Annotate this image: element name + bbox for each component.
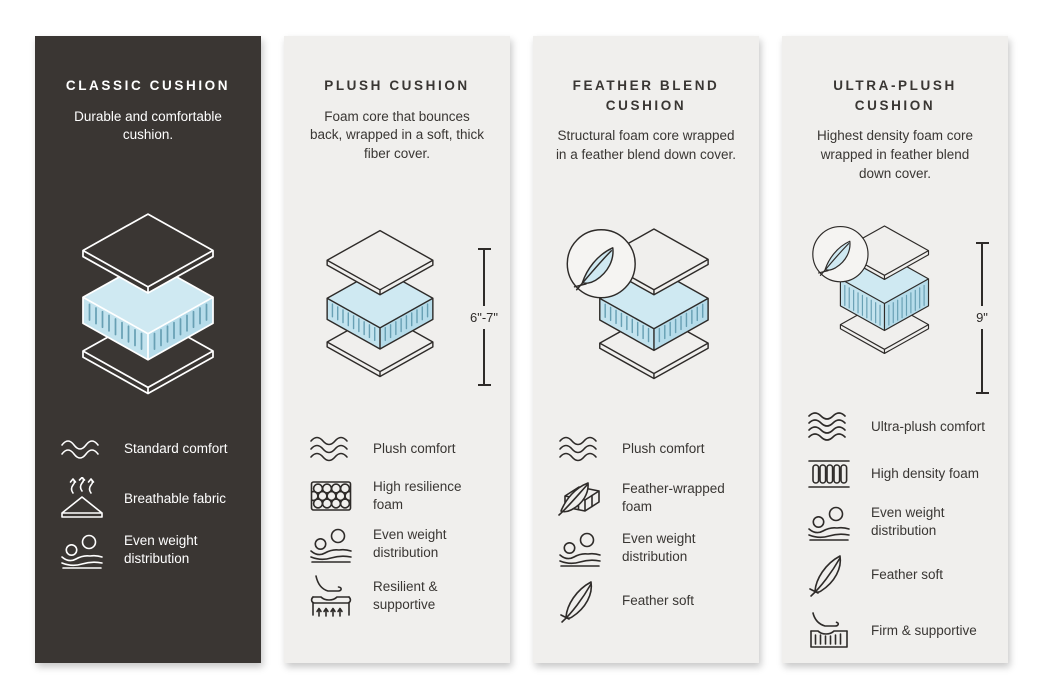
feature-label: Plush comfort (622, 441, 705, 457)
feather-soft-icon (804, 551, 854, 599)
feature-row (57, 530, 239, 570)
comfort-waves-icon (555, 434, 605, 464)
breathable-icon (57, 477, 107, 521)
feature-label: Even weight distribution (373, 527, 447, 560)
layered-cushion-feather-illustration (555, 205, 737, 399)
measure-cap (478, 384, 491, 386)
feature-label: Feather-wrapped foam (622, 481, 725, 514)
feature-label: Feather soft (871, 567, 944, 583)
panel-title: PLUSH CUSHION (324, 78, 470, 93)
measurement-label: 6"-7" (469, 309, 499, 325)
feature-list (804, 396, 986, 663)
measure-line (483, 250, 485, 306)
even-weight-icon (57, 530, 107, 570)
feature-row (555, 528, 737, 568)
feather-wrapped-foam-icon (555, 477, 605, 519)
feature-row (57, 477, 239, 521)
feather-badge-icon (567, 230, 635, 298)
layered-cushion-illustration (57, 206, 239, 399)
feature-label: Breathable fabric (124, 491, 227, 507)
height-measurement (466, 248, 502, 386)
even-weight-icon (306, 524, 356, 564)
feature-row (306, 524, 488, 564)
measure-line (483, 329, 485, 385)
panel-classic-cushion (35, 36, 261, 663)
feature-row (555, 577, 737, 625)
panel-header (306, 76, 488, 186)
measure-line (981, 329, 983, 392)
feature-label: Standard comfort (124, 441, 228, 457)
cushion-illustration (804, 184, 986, 396)
panel-title: ULTRA-PLUSH CUSHION (833, 78, 957, 113)
panel-header (57, 76, 239, 186)
feather-badge-icon (813, 226, 868, 281)
resilience-foam-icon (306, 478, 356, 514)
feature-row (306, 573, 488, 619)
density-foam-icon (804, 456, 854, 492)
even-weight-icon (555, 528, 605, 568)
comfort-waves-icon (306, 434, 356, 464)
panel-header (804, 76, 986, 184)
feature-label: Firm & supportive (871, 623, 977, 639)
feature-row (555, 477, 737, 519)
feature-label: Even weight distribution (622, 531, 696, 564)
feature-row (306, 477, 488, 515)
firm-supportive-icon (804, 608, 854, 654)
panel-title: FEATHER BLEND CUSHION (572, 78, 720, 113)
even-weight-icon (804, 502, 854, 542)
layered-cushion-feather-illustration (804, 190, 952, 390)
feature-row (57, 430, 239, 468)
layered-cushion-illustration (306, 206, 454, 399)
feature-label: High resilience foam (373, 479, 462, 512)
feature-row (804, 502, 986, 542)
measure-line (981, 244, 983, 307)
panel-description: Structural foam core wrapped in a feather blend down cover. (555, 128, 737, 163)
resilient-supportive-icon (306, 573, 356, 619)
panel-plush-cushion (284, 36, 510, 663)
feature-row (804, 455, 986, 493)
feature-list (555, 418, 737, 634)
panel-description: Durable and comfortable cushion. (74, 108, 222, 143)
feature-label: High density foam (871, 466, 980, 482)
feature-row (306, 430, 488, 468)
height-measurement (964, 242, 1000, 394)
feature-label: Resilient & supportive (373, 579, 438, 612)
cushion-illustration (555, 186, 737, 418)
measurement-label: 9" (976, 310, 988, 326)
feature-label: Even weight distribution (124, 533, 198, 566)
feature-label: Ultra-plush comfort (871, 419, 986, 435)
comfort-waves-icon (804, 410, 854, 444)
panel-feather-blend-cushion (533, 36, 759, 663)
feature-row (804, 408, 986, 446)
panel-header (555, 76, 737, 186)
panel-ultra-plush-cushion (782, 36, 1008, 663)
feature-label: Even weight distribution (871, 505, 945, 538)
feature-row (804, 551, 986, 599)
feather-soft-icon (555, 577, 605, 625)
feature-row (804, 608, 986, 654)
feature-row (555, 430, 737, 468)
comfort-waves-icon (57, 434, 107, 464)
measure-cap (976, 392, 989, 394)
cushion-illustration (306, 186, 499, 418)
panel-description: Highest density foam core wrapped in feather blend down cover. (816, 128, 974, 181)
feature-label: Feather soft (622, 593, 695, 609)
feature-list (57, 418, 239, 579)
cushion-illustration (57, 186, 239, 418)
feature-label: Plush comfort (373, 441, 456, 457)
panel-description: Foam core that bounces back, wrapped in a soft, thick fiber cover. (309, 108, 485, 162)
panel-title: CLASSIC CUSHION (65, 78, 231, 93)
feature-list (306, 418, 488, 628)
